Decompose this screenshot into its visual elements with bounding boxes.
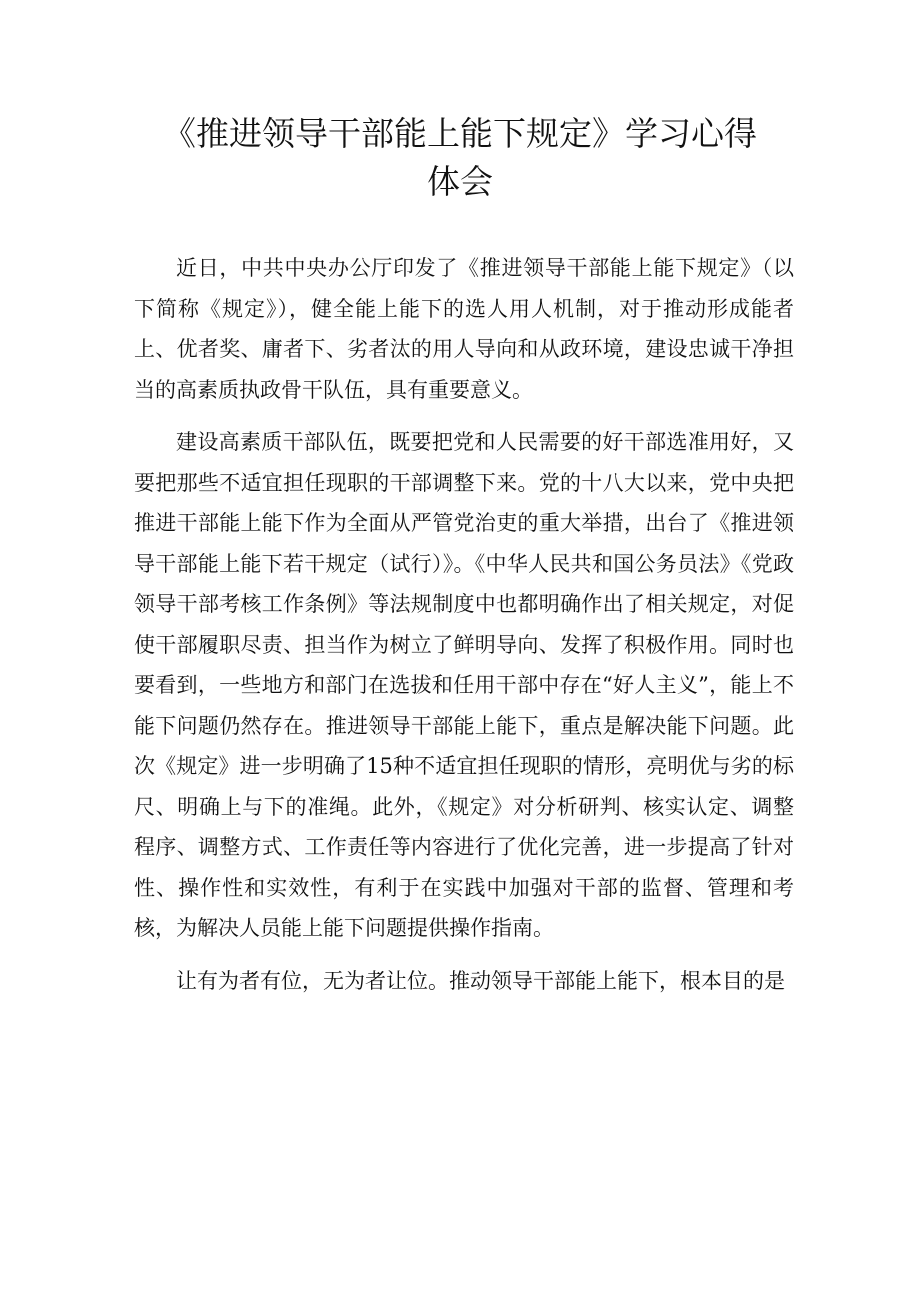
paragraph-2: 建设高素质干部队伍，既要把党和人民需要的好干部选准用好，又要把那些不适宜担任现职的干部调整下来。党的十八大以来，党中央把推进干部能上能下作为全面从严管党治吏的重大举措，出台了《推进领导干部能上能下若干规定（试行）》。《中华人民共和国公务员法》《党政领导干部考核工作条例》等法规制度中也都明确作出了相关规定，对促使干部履职尽责、担当作为树立了鲜明导向、发挥了积极作用。同时也要看到，一些地方和部门在选拔和任用干部中存在“好人主义”，能上不能下问题仍然存在。推进领导干部能上能下，重点是解决能下问题。此次《规定》进一步明确了15种不适宜担任现职的情形，亮明优与劣的标尺、明确上与下的准绳。此外，《规定》对分析研判、核实认定、调整程序、调整方式、工作责任等内容进行了优化完善，进一步提高了针对性、操作性和实效性，有利于在实践中加强对干部的监督、管理和考核，为解决人员能上能下问题提供操作指南。 <box>134 430 794 940</box>
paragraph-3: 让有为者有位，无为者让位。推动领导干部能上能下，根本目的是 <box>176 968 785 993</box>
paragraph-1: 近日，中共中央办公厅印发了《推进领导干部能上能下规定》（以下简称《规定》），健全能上能下的选人用人机制，对于推动形成能者上、优者奖、庸者下、劣者汰的用人导向和从政环境，建设忠诚干净担当的高素质执政骨干队伍，具有重要意义。 <box>134 256 794 402</box>
title-line-2: 体会 <box>427 162 493 201</box>
title-line-1: 《推进领导干部能上能下规定》学习心得 <box>163 114 757 153</box>
page-title <box>130 110 790 206</box>
document-body <box>134 248 794 1013</box>
